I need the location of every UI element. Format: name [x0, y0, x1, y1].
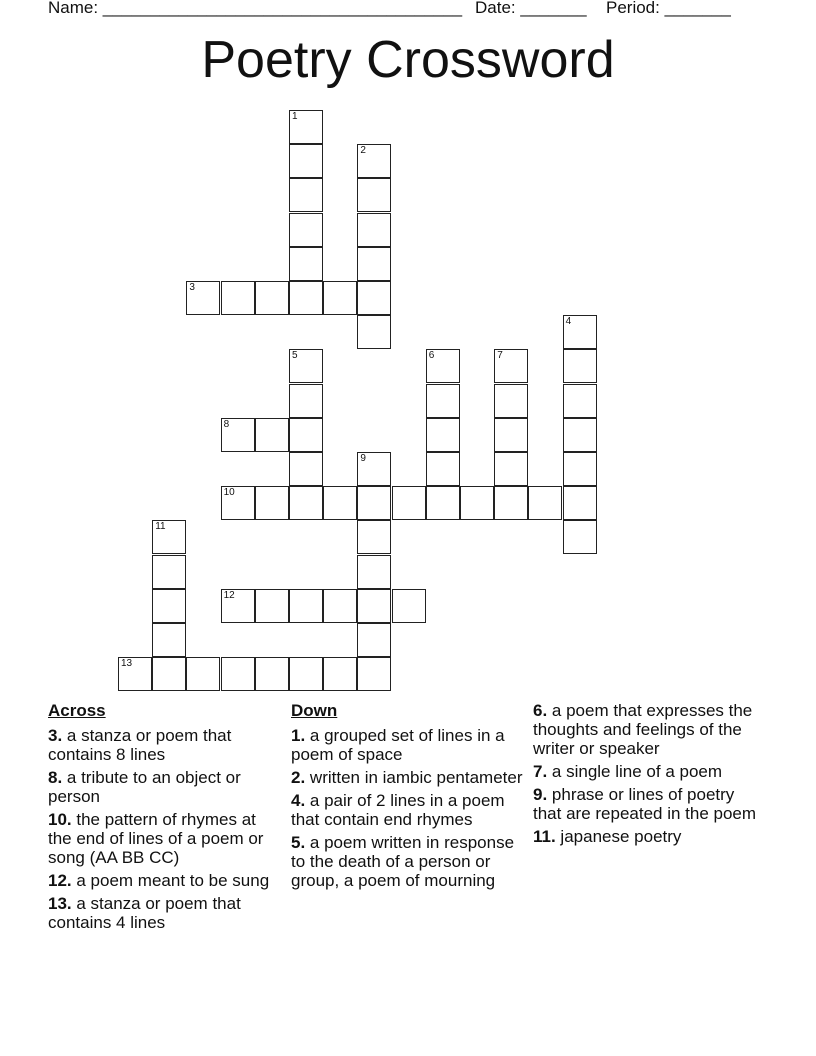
clue-num: 3. [48, 726, 63, 745]
clue-text: a pair of 2 lines in a poem that contain end rhymes [291, 791, 505, 829]
clue-num: 7. [533, 762, 548, 781]
clue-num: 2. [291, 768, 306, 787]
clue-item [48, 810, 280, 867]
grid-cell[interactable] [323, 657, 357, 691]
down-heading: Down [291, 701, 338, 720]
clue-num: 6. [533, 701, 548, 720]
grid-cell[interactable] [289, 384, 323, 418]
grid-cell[interactable] [494, 384, 528, 418]
grid-cell[interactable] [357, 315, 391, 349]
grid-cell[interactable] [289, 349, 323, 383]
grid-cell[interactable] [563, 452, 597, 486]
grid-cell[interactable] [289, 110, 323, 144]
grid-cell[interactable] [289, 281, 323, 315]
grid-cell[interactable] [357, 247, 391, 281]
clue-text: a grouped set of lines in a poem of space [291, 726, 505, 764]
grid-cell[interactable] [323, 281, 357, 315]
clue-num: 5. [291, 833, 306, 852]
clue-item [291, 791, 523, 829]
grid-cell[interactable] [563, 418, 597, 452]
grid-cell[interactable] [255, 486, 289, 520]
clue-text: written in iambic pentameter [305, 768, 523, 787]
grid-cell[interactable] [186, 281, 220, 315]
grid-cell[interactable] [255, 281, 289, 315]
clue-number: 1 [292, 111, 298, 122]
grid-cell[interactable] [255, 418, 289, 452]
grid-cell[interactable] [289, 452, 323, 486]
clue-number: 8 [223, 418, 230, 430]
grid-cell[interactable] [392, 486, 426, 520]
grid-cell[interactable] [357, 178, 391, 212]
clue-item [48, 726, 280, 764]
grid-cell[interactable] [152, 623, 186, 657]
grid-cell[interactable] [152, 520, 186, 554]
clue-text: a stanza or poem that contains 8 lines [48, 726, 232, 764]
clue-text: a poem written in response to the death of a person or group, a poem of mourning [291, 833, 515, 890]
grid-cell[interactable] [221, 657, 255, 691]
grid-cell[interactable] [221, 486, 255, 520]
clue-text: a single line of a poem [547, 762, 723, 781]
grid-cell[interactable] [289, 486, 323, 520]
clue-item [291, 726, 523, 764]
clue-item [291, 833, 523, 890]
grid-cell[interactable] [494, 349, 528, 383]
grid-cell[interactable] [563, 384, 597, 418]
grid-cell[interactable] [289, 178, 323, 212]
clue-item [48, 894, 280, 932]
clue-item [48, 871, 280, 890]
down-clues-continued [533, 701, 765, 850]
clue-text: the pattern of rhymes at the end of lines of a poem or song (AA BB CC) [48, 810, 264, 867]
clue-text: a stanza or poem that contains 4 lines [48, 894, 241, 932]
clue-num: 1. [291, 726, 306, 745]
clue-text: japanese poetry [555, 827, 682, 846]
page-title: Poetry Crossword [201, 31, 615, 89]
grid-cell[interactable] [289, 418, 323, 452]
clue-number: 11 [155, 521, 166, 533]
grid-cell[interactable] [152, 657, 186, 691]
grid-cell[interactable] [563, 315, 597, 349]
grid-cell[interactable] [221, 281, 255, 315]
across-heading: Across [48, 701, 106, 720]
down-clues [291, 701, 523, 894]
grid-cell[interactable] [357, 144, 391, 178]
clue-item [533, 785, 765, 823]
clue-number: 6 [428, 350, 435, 362]
clue-item [291, 768, 523, 787]
grid-cell[interactable] [357, 657, 391, 691]
clue-number: 4 [565, 316, 572, 328]
grid-cell[interactable] [289, 213, 323, 247]
grid-cell[interactable] [494, 486, 528, 520]
period-field[interactable]: Period: _______ [606, 0, 731, 17]
grid-cell[interactable] [357, 520, 391, 554]
clue-item [533, 827, 765, 846]
clue-number: 13 [121, 658, 133, 670]
clue-num: 10. [48, 810, 72, 829]
grid-cell[interactable] [152, 589, 186, 623]
grid-cell[interactable] [426, 384, 460, 418]
grid-cell[interactable] [118, 657, 152, 691]
grid-cell[interactable] [289, 589, 323, 623]
clue-number: 12 [223, 589, 235, 601]
grid-cell[interactable] [357, 452, 391, 486]
clue-text: phrase or lines of poetry that are repeated in the poem [533, 785, 757, 823]
clue-num: 8. [48, 768, 63, 787]
clue-item [48, 768, 280, 806]
grid-cell[interactable] [460, 486, 494, 520]
clue-number: 7 [497, 350, 503, 362]
clue-num: 11. [533, 827, 556, 846]
clue-num: 4. [291, 791, 306, 810]
grid-cell[interactable] [152, 555, 186, 589]
name-field[interactable]: Name: ______________________________________ [48, 0, 463, 17]
clue-text: a poem that expresses the thoughts and feelings of the writer or speaker [533, 701, 753, 758]
grid-cell[interactable] [323, 486, 357, 520]
grid-cell[interactable] [357, 213, 391, 247]
clue-item [533, 762, 765, 781]
grid-cell[interactable] [323, 589, 357, 623]
across-clues [48, 701, 280, 936]
grid-cell[interactable] [528, 486, 562, 520]
grid-cell[interactable] [255, 589, 289, 623]
grid-cell[interactable] [426, 452, 460, 486]
date-field[interactable]: Date: _______ [475, 0, 587, 17]
clue-number: 3 [189, 282, 195, 293]
clue-item [533, 701, 765, 758]
clue-num: 9. [533, 785, 548, 804]
clue-text: a poem meant to be sung [71, 871, 270, 890]
clue-num: 13. [48, 894, 72, 913]
grid-cell[interactable] [494, 418, 528, 452]
grid-cell[interactable] [426, 486, 460, 520]
grid-cell[interactable] [357, 555, 391, 589]
grid-cell[interactable] [357, 281, 391, 315]
clue-number: 5 [292, 350, 298, 362]
grid-cell[interactable] [357, 623, 391, 657]
grid-cell[interactable] [255, 657, 289, 691]
clue-number: 10 [223, 487, 235, 499]
grid-cell[interactable] [289, 247, 323, 281]
grid-cell[interactable] [392, 589, 426, 623]
grid-cell[interactable] [426, 418, 460, 452]
clue-number: 9 [360, 453, 366, 464]
clue-number: 2 [360, 145, 366, 157]
grid-cell[interactable] [357, 486, 391, 520]
grid-cell[interactable] [186, 657, 220, 691]
grid-cell[interactable] [221, 418, 255, 452]
clue-text: a tribute to an object or person [48, 768, 241, 806]
grid-cell[interactable] [357, 589, 391, 623]
grid-cell[interactable] [494, 452, 528, 486]
grid-cell[interactable] [289, 657, 323, 691]
grid-cell[interactable] [563, 520, 597, 554]
clue-num: 12. [48, 871, 72, 890]
grid-cell[interactable] [289, 144, 323, 178]
grid-cell[interactable] [426, 349, 460, 383]
grid-cell[interactable] [563, 486, 597, 520]
grid-cell[interactable] [563, 349, 597, 383]
grid-cell[interactable] [221, 589, 255, 623]
